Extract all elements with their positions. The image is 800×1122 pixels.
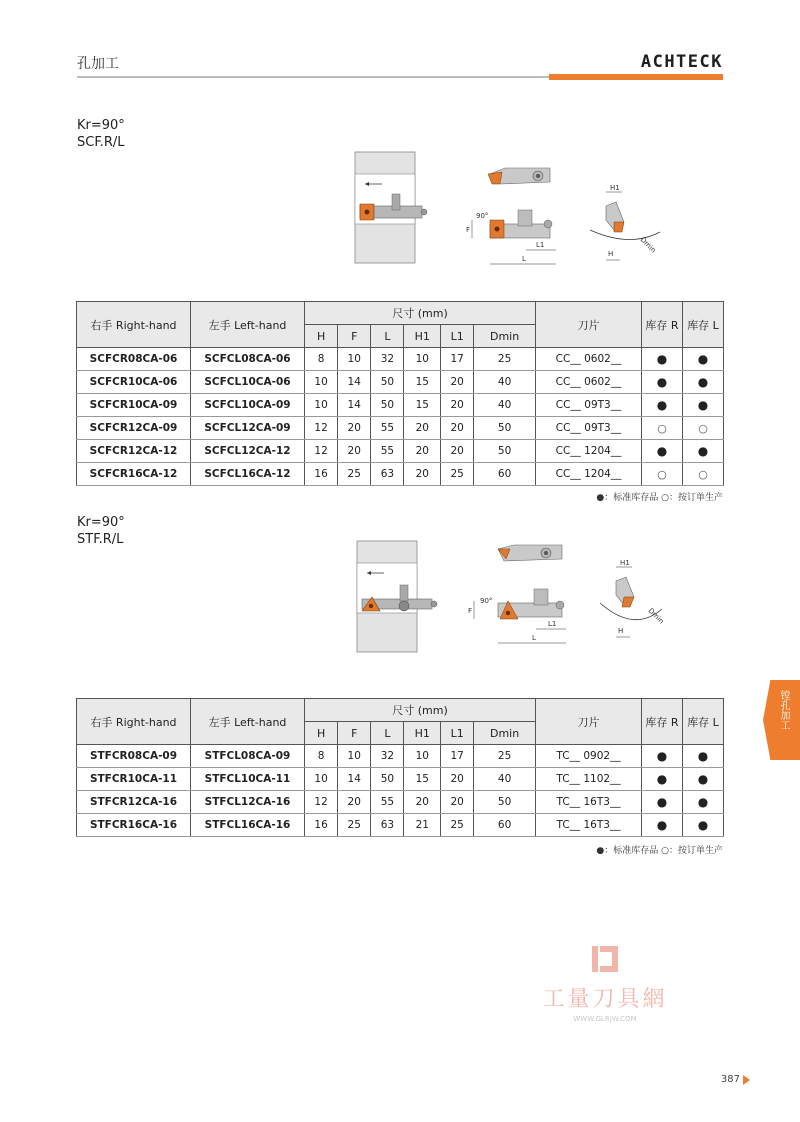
col-f: F [338, 325, 371, 348]
section2-fig-h: H [618, 627, 624, 635]
col-dmin: Dmin [474, 722, 536, 745]
col-insert: 刀片 [536, 302, 642, 348]
section1-fig-h: H [608, 250, 614, 258]
section2-fig-dmin: Dmin [646, 606, 666, 626]
table-row: STFCR16CA-16 STFCL16CA-16 16 25 63 21 25 60 TC__ 16T3__ ● ● [77, 814, 724, 837]
section2-series: STF.R/L [77, 532, 124, 547]
page-number: 387 [720, 1074, 740, 1085]
section1-fig-f: F [466, 226, 471, 234]
section1-fig-angle: 90° [476, 212, 489, 220]
page-section-title: 孔加工 [77, 56, 119, 72]
col-stock-r: 库存 R [642, 699, 683, 745]
header-accent-bar [549, 74, 723, 80]
col-insert: 刀片 [536, 699, 642, 745]
section1-fig-dmin: Dmin [638, 235, 658, 255]
watermark-text: 工量刀具網 [542, 987, 668, 1012]
stf-tool-diagram [352, 537, 672, 662]
section1-kr: Kr=90° [77, 118, 125, 133]
section1-fig-h1: H1 [610, 184, 620, 192]
chapter-tab-label: 镗孔加工 [778, 690, 789, 730]
section2-legend: ●：标准库存品 ○：按订单生产 [596, 846, 723, 856]
scf-spec-table [76, 301, 724, 486]
col-l: L [371, 325, 404, 348]
watermark-url: WWW.GLRJW.COM [573, 1015, 637, 1023]
col-left-hand: 左手 Left-hand [191, 699, 305, 745]
table-row: SCFCR10CA-06 SCFCL10CA-06 10 14 50 15 20 40 CC__ 0602__ ● ● [77, 371, 724, 394]
col-dmin: Dmin [474, 325, 536, 348]
section2-kr: Kr=90° [77, 515, 125, 530]
table-row: SCFCR08CA-06 SCFCL08CA-06 8 10 32 10 17 25 CC__ 0602__ ● ● [77, 348, 724, 371]
col-h: H [305, 325, 338, 348]
section1-fig-l1: L1 [536, 241, 545, 249]
section1-series: SCF.R/L [77, 135, 125, 150]
col-f: F [338, 722, 371, 745]
col-right-hand: 右手 Right-hand [77, 699, 191, 745]
col-h1: H1 [404, 325, 441, 348]
col-stock-l: 库存 L [683, 699, 724, 745]
col-h: H [305, 722, 338, 745]
table-row: STFCR12CA-16 STFCL12CA-16 12 20 55 20 20 50 TC__ 16T3__ ● ● [77, 791, 724, 814]
table-row: STFCR08CA-09 STFCL08CA-09 8 10 32 10 17 25 TC__ 0902__ ● ● [77, 745, 724, 768]
col-right-hand: 右手 Right-hand [77, 302, 191, 348]
brand-logo: ACHTECK [640, 52, 723, 72]
section2-fig-l: L [532, 634, 536, 642]
watermark [540, 944, 670, 1023]
col-stock-l: 库存 L [683, 302, 724, 348]
table-row: STFCR10CA-11 STFCL10CA-11 10 14 50 15 20 40 TC__ 1102__ ● ● [77, 768, 724, 791]
stf-spec-table [76, 698, 724, 837]
col-left-hand: 左手 Left-hand [191, 302, 305, 348]
col-l: L [371, 722, 404, 745]
section2-fig-h1: H1 [620, 559, 630, 567]
section1-fig-l: L [522, 255, 526, 263]
section2-heading [77, 514, 125, 548]
section2-fig-f: F [468, 607, 473, 615]
section1-legend: ●：标准库存品 ○：按订单生产 [596, 493, 723, 503]
watermark-logo-icon [590, 944, 620, 974]
table-row: SCFCR10CA-09 SCFCL10CA-09 10 14 50 15 20 40 CC__ 09T3__ ● ● [77, 394, 724, 417]
col-l1: L1 [441, 325, 474, 348]
col-stock-r: 库存 R [642, 302, 683, 348]
section2-fig-l1: L1 [548, 620, 557, 628]
col-l1: L1 [441, 722, 474, 745]
section2-fig-angle: 90° [480, 597, 493, 605]
scf-tool-diagram [350, 148, 670, 273]
col-h1: H1 [404, 722, 441, 745]
next-page-arrow-icon [743, 1075, 750, 1085]
table-row: SCFCR12CA-12 SCFCL12CA-12 12 20 55 20 20 50 CC__ 1204__ ● ● [77, 440, 724, 463]
col-dimensions: 尺寸 (mm) [305, 699, 536, 722]
table-row: SCFCR16CA-12 SCFCL16CA-12 16 25 63 20 25 60 CC__ 1204__ ○ ○ [77, 463, 724, 486]
col-dimensions: 尺寸 (mm) [305, 302, 536, 325]
table-row: SCFCR12CA-09 SCFCL12CA-09 12 20 55 20 20 50 CC__ 09T3__ ○ ○ [77, 417, 724, 440]
section1-heading [77, 117, 125, 151]
